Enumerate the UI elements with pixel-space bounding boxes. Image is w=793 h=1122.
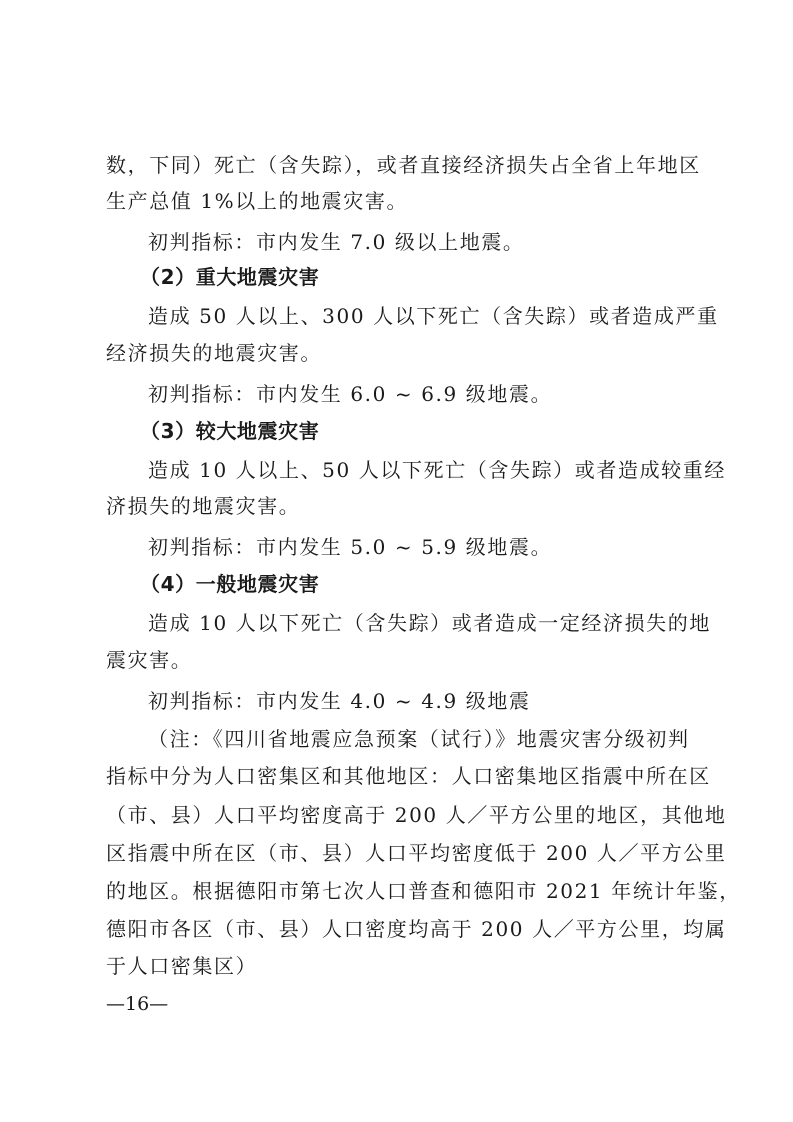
note-text-line: 德阳市各区（市、县）人口密度均高于 200 人／平方公里，均属: [106, 917, 727, 941]
note-text-line: （注：《四川省地震应急预案（试行）》地震灾害分级初判: [148, 727, 690, 751]
page-number: —16—: [106, 993, 169, 1015]
criteria-text: 初判指标：市内发生 6.0 ~ 6.9 级地震。: [148, 382, 553, 406]
body-text-line: 造成 50 人以上、300 人以下死亡（含失踪）或者造成严重: [148, 304, 719, 328]
body-text-line: 造成 10 人以下死亡（含失踪）或者造成一定经济损失的地: [148, 611, 711, 635]
section-heading-major: （2）重大地震灾害: [140, 265, 320, 289]
criteria-text: 初判指标：市内发生 5.0 ~ 5.9 级地震。: [148, 535, 553, 559]
section-heading-general: （4）一般地震灾害: [140, 572, 320, 596]
note-text-line: （市、县）人口平均密度高于 200 人／平方公里的地区，其他地: [106, 803, 727, 827]
criteria-text: 初判指标：市内发生 4.0 ~ 4.9 级地震: [148, 689, 531, 713]
note-text-line: 区指震中所在区（市、县）人口平均密度低于 200 人／平方公里: [106, 841, 727, 865]
criteria-text: 初判指标：市内发生 7.0 级以上地震。: [148, 230, 525, 254]
body-text-line: 济损失的地震灾害。: [106, 494, 301, 518]
section-heading-large: （3）较大地震灾害: [140, 419, 320, 443]
note-text-line: 的地区。根据德阳市第七次人口普查和德阳市 2021 年统计年鉴，: [106, 879, 741, 903]
note-text-line: 指标中分为人口密集区和其他地区：人口密集地区指震中所在区: [106, 764, 711, 788]
body-text-line: 数，下同）死亡（含失踪），或者直接经济损失占全省上年地区: [106, 153, 701, 177]
body-text-line: 震灾害。: [106, 648, 193, 672]
body-text-line: 经济损失的地震灾害。: [106, 341, 322, 365]
note-text-line: 于人口密集区）: [106, 954, 258, 978]
body-text-line: 造成 10 人以上、50 人以下死亡（含失踪）或者造成较重经: [148, 458, 726, 482]
body-text-line: 生产总值 1%以上的地震灾害。: [106, 189, 409, 213]
